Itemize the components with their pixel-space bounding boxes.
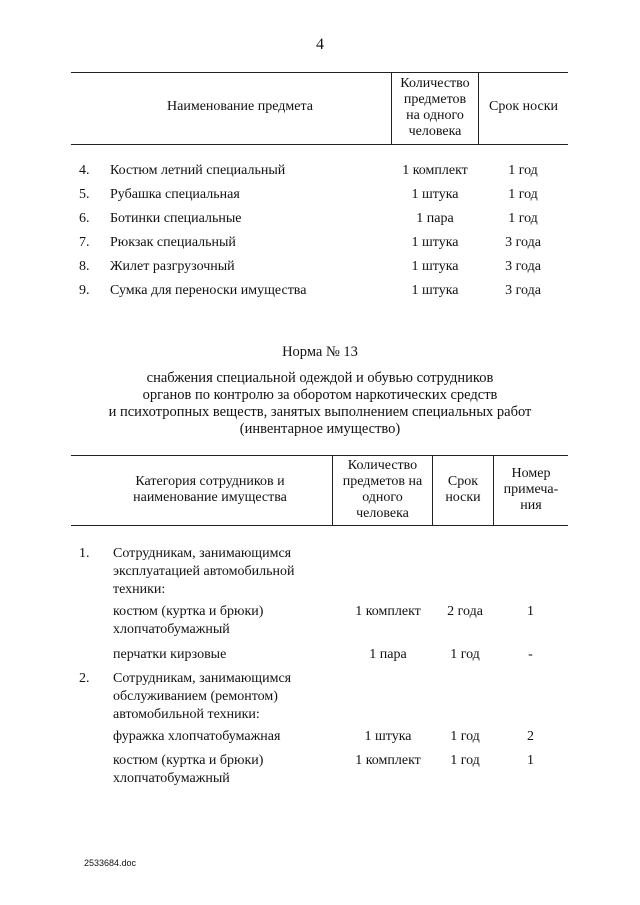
item-name: Жилет разгрузочный: [110, 259, 235, 274]
item-name: костюм (куртка и брюки) хлопчатобумажный: [113, 753, 264, 786]
group-title: Сотрудникам, занимающимся эксплуатацией автомобильной техники:: [113, 546, 295, 597]
item-name: фуражка хлопчатобумажная: [113, 729, 281, 744]
document-filename: 2533684.doc: [84, 858, 137, 868]
item-qty: 1 штука: [411, 259, 459, 274]
item-term: 3 года: [505, 259, 541, 274]
table-1-top-rule: [71, 72, 568, 73]
group-number: 1.: [79, 546, 90, 561]
table-2-header-qty: Количество предметов на одного человека: [342, 458, 423, 521]
item-term: 1 год: [508, 211, 538, 226]
page-number: 4: [316, 36, 324, 53]
row-number: 9.: [79, 283, 90, 298]
item-name: Рубашка специальная: [110, 187, 240, 202]
item-term: 3 года: [505, 235, 541, 250]
item-qty: 1 штука: [411, 187, 459, 202]
table-2-header-rule: [71, 525, 568, 526]
item-qty: 1 штука: [364, 729, 412, 744]
item-name: Ботинки специальные: [110, 211, 242, 226]
item-name: Костюм летний специальный: [110, 163, 286, 178]
table-1-header-name: Наименование предмета: [167, 99, 313, 114]
item-name: костюм (куртка и брюки) хлопчатобумажный: [113, 604, 264, 637]
item-qty: 1 штука: [411, 235, 459, 250]
item-name: перчатки кирзовые: [113, 647, 227, 662]
group-title: Сотрудникам, занимающимся обслуживанием (ремонтом) автомобильной техники:: [113, 671, 292, 722]
item-term: 1 год: [450, 729, 480, 744]
table-2-header-note: Номер примеча- ния: [503, 466, 559, 513]
norm-heading: Норма № 13: [282, 344, 358, 360]
item-name: Рюкзак специальный: [110, 235, 236, 250]
row-number: 4.: [79, 163, 90, 178]
item-name: Сумка для переноски имущества: [110, 283, 307, 298]
row-number: 8.: [79, 259, 90, 274]
table-1-header-rule: [71, 144, 568, 145]
item-term: 1 год: [508, 187, 538, 202]
item-qty: 1 комплект: [355, 753, 421, 768]
norm-subtitle-line: (инвентарное имущество): [239, 421, 401, 437]
table-1-header-term: Срок носки: [489, 99, 558, 114]
item-note: 1: [527, 604, 534, 619]
table-1-header-qty: Количество предметов на одного человека: [400, 76, 470, 139]
item-qty: 1 пара: [416, 211, 454, 226]
item-term: 1 год: [450, 647, 480, 662]
item-qty: 1 комплект: [355, 604, 421, 619]
item-term: 1 год: [450, 753, 480, 768]
item-note: 2: [527, 729, 534, 744]
item-note: -: [528, 647, 533, 662]
item-term: 1 год: [508, 163, 538, 178]
group-number: 2.: [79, 671, 90, 686]
norm-subtitle-line: органов по контролю за оборотом наркотических средств: [142, 387, 498, 403]
item-note: 1: [527, 753, 534, 768]
table-2-header-category: Категория сотрудников и наименование имущества: [133, 474, 287, 505]
norm-subtitle-line: и психотропных веществ, занятых выполнением специальных работ: [108, 404, 532, 420]
item-qty: 1 пара: [369, 647, 407, 662]
item-qty: 1 штука: [411, 283, 459, 298]
table-2-header-term: Срок носки: [445, 474, 481, 505]
row-number: 5.: [79, 187, 90, 202]
item-term: 2 года: [447, 604, 483, 619]
norm-subtitle-line: снабжения специальной одеждой и обувью сотрудников: [146, 370, 494, 386]
row-number: 6.: [79, 211, 90, 226]
item-qty: 1 комплект: [402, 163, 468, 178]
item-term: 3 года: [505, 283, 541, 298]
row-number: 7.: [79, 235, 90, 250]
